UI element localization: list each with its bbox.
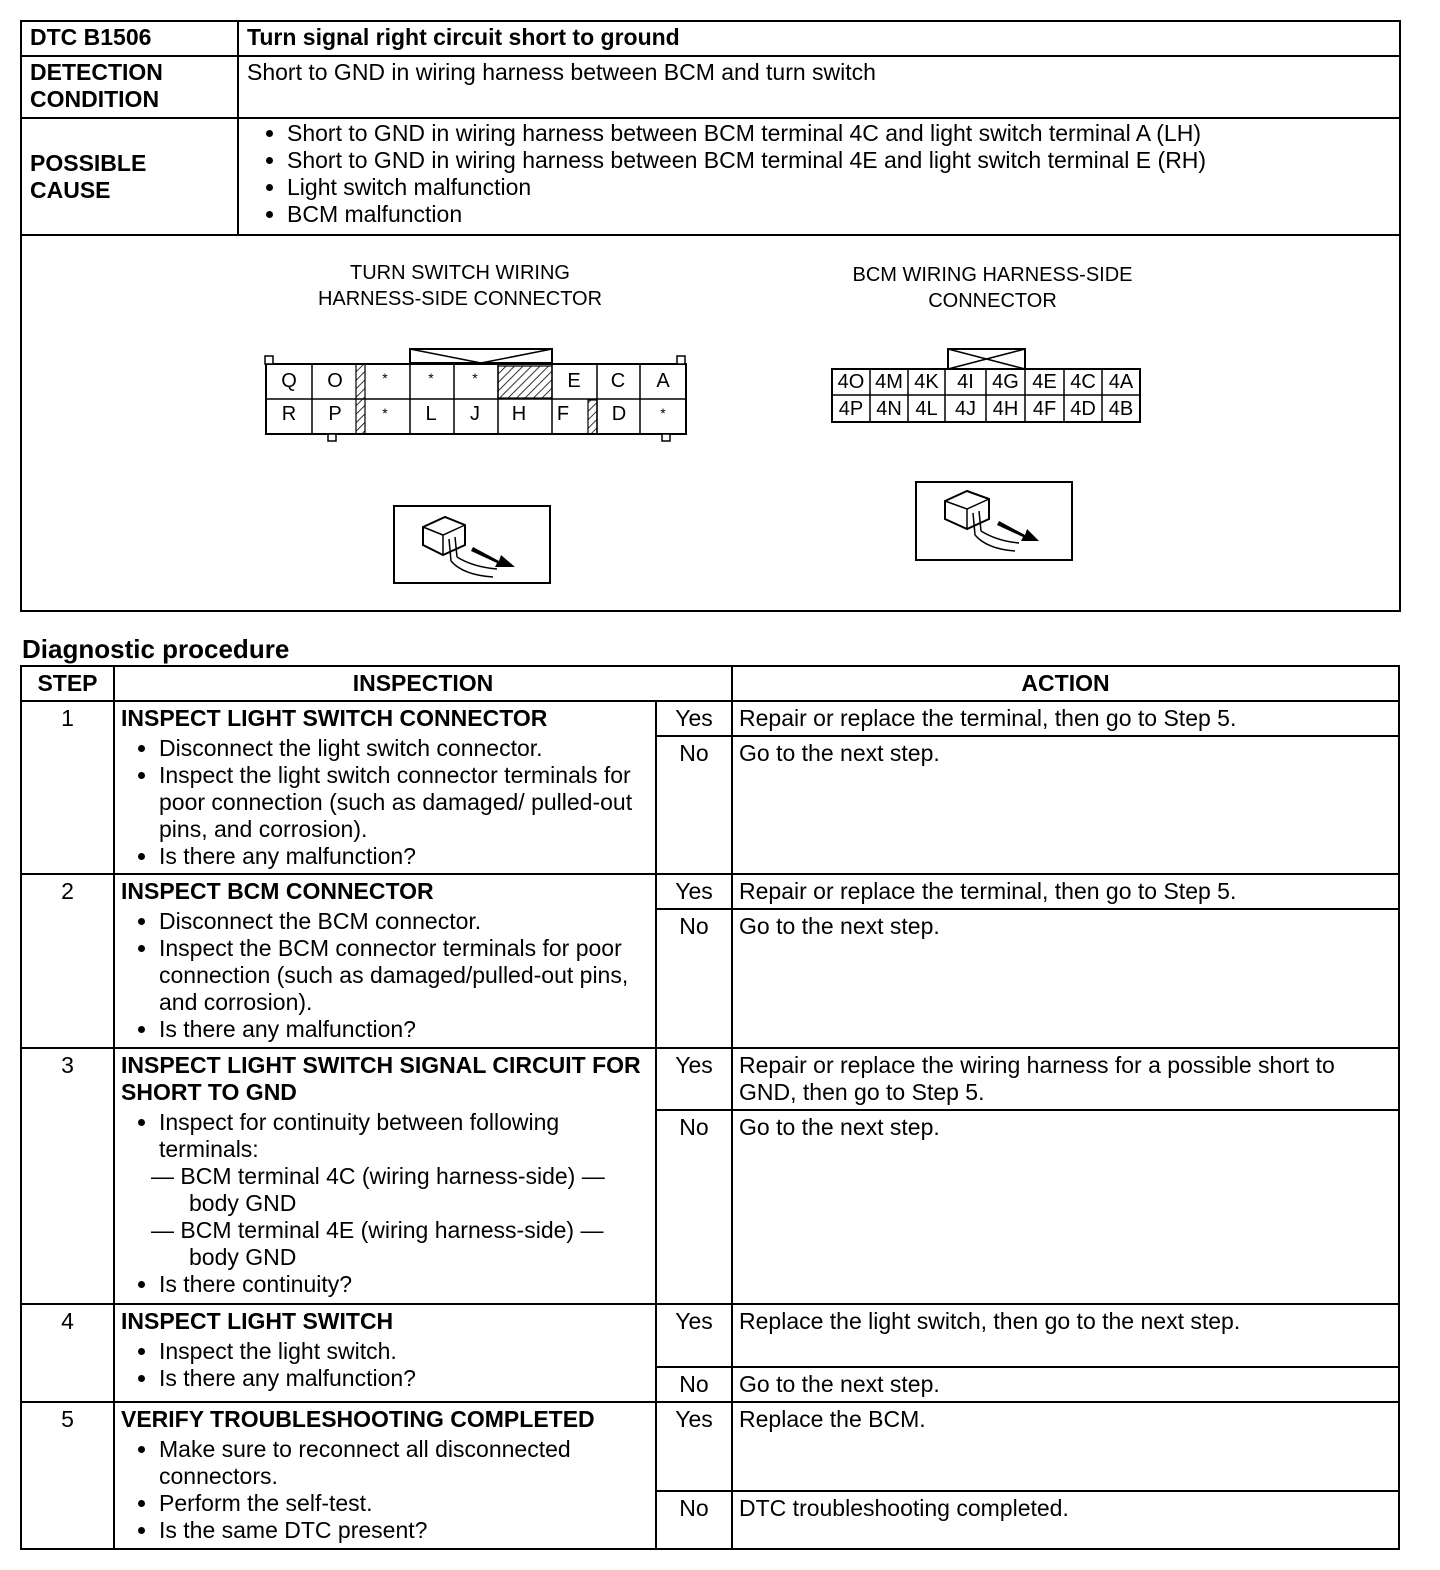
step-number: 3: [21, 1048, 114, 1304]
pin-label: H: [511, 403, 527, 425]
possible-cause-label: POSSIBLE CAUSE: [21, 118, 238, 235]
step-inspection: [114, 1048, 656, 1304]
pin-label: *: [382, 405, 388, 421]
yes-action: Repair or replace the terminal, then go to Step 5.: [732, 874, 1399, 909]
cause-item: • Short to GND in wiring harness between BCM terminal 4C and light switch terminal A (LH): [287, 120, 1391, 147]
bcm-title-line1: BCM WIRING HARNESS-SIDE: [852, 264, 1133, 286]
turn-switch-connector-title: [290, 260, 630, 312]
inspection-item: • Inspect the light switch connector terminals for poor connection (such as damaged/ pulled-out pins, and corrosion).: [159, 762, 649, 843]
no-label: No: [656, 1110, 732, 1304]
step-row: [21, 1048, 1399, 1110]
pin-label: R: [281, 403, 297, 425]
dtc-info-table: [20, 20, 1401, 612]
step-row: [21, 874, 1399, 909]
dtc-title: Turn signal right circuit short to ground: [238, 21, 1400, 56]
header-action: ACTION: [732, 666, 1399, 701]
pin-label: *: [660, 405, 666, 421]
no-label: No: [656, 909, 732, 1048]
pin-label: 4K: [914, 371, 939, 393]
step-title: VERIFY TROUBLESHOOTING COMPLETED: [121, 1406, 595, 1432]
pin-label: 4I: [957, 371, 974, 393]
pin-label: 4D: [1070, 398, 1096, 420]
pin-label: 4M: [875, 371, 903, 393]
inspection-item: • Inspect the BCM connector terminals for poor connection (such as damaged/pulled-out pins, and corrosion).: [159, 935, 649, 1016]
detection-condition-label: DETECTION CONDITION: [21, 56, 238, 118]
no-action: Go to the next step.: [732, 909, 1399, 1048]
harness-side-probe-icon: [915, 481, 1073, 561]
step-inspection: [114, 1304, 656, 1402]
pin-label: E: [567, 370, 581, 392]
step-title: INSPECT LIGHT SWITCH: [121, 1308, 394, 1334]
procedure-title: Diagnostic procedure: [22, 634, 290, 664]
cause-item: • Light switch malfunction: [287, 174, 1391, 201]
yes-label: Yes: [656, 1402, 732, 1491]
cause-item: • BCM malfunction: [287, 201, 1391, 228]
yes-action: Replace the BCM.: [732, 1402, 1399, 1491]
yes-label: Yes: [656, 1048, 732, 1110]
diagnostic-procedure-table: [20, 665, 1400, 1550]
pin-label: J: [470, 403, 480, 425]
step-row: [21, 1304, 1399, 1367]
possible-cause-list: [238, 118, 1400, 235]
inspection-item: • Is there any malfunction?: [159, 1016, 649, 1043]
step-row: [21, 1402, 1399, 1491]
pin-label: 4J: [954, 398, 977, 420]
step-title: INSPECT LIGHT SWITCH CONNECTOR: [121, 705, 548, 731]
inspection-item: • Perform the self-test.: [159, 1490, 649, 1517]
pin-label: L: [425, 403, 437, 425]
turn-switch-title-line2: HARNESS-SIDE CONNECTOR: [317, 288, 603, 310]
inspection-item: • Make sure to reconnect all disconnected connectors.: [159, 1436, 649, 1490]
inspection-item: • Is the same DTC present?: [159, 1517, 649, 1544]
pin-label: 4A: [1108, 371, 1134, 393]
pin-label: P: [328, 403, 342, 425]
step-number: 4: [21, 1304, 114, 1402]
inspection-item: • Is there any malfunction?: [159, 1365, 649, 1392]
no-label: No: [656, 736, 732, 874]
yes-action: Repair or replace the terminal, then go to Step 5.: [732, 701, 1399, 736]
harness-side-probe-icon: [393, 505, 551, 584]
pin-label: 4F: [1032, 398, 1057, 420]
connector-diagram-cell: [21, 235, 1400, 611]
turn-switch-connector: [260, 340, 700, 450]
pin-label: *: [382, 370, 388, 386]
yes-action: Repair or replace the wiring harness for a possible short to GND, then go to Step 5.: [732, 1048, 1399, 1110]
pin-label: 4B: [1108, 398, 1134, 420]
turn-switch-title-line1: TURN SWITCH WIRING: [350, 262, 570, 284]
step-title: INSPECT BCM CONNECTOR: [121, 878, 434, 904]
cause-item: • Short to GND in wiring harness between BCM terminal 4E and light switch terminal E (RH): [287, 147, 1391, 174]
pin-label: 4G: [992, 371, 1019, 393]
step-inspection: [114, 874, 656, 1048]
no-action: DTC troubleshooting completed.: [732, 1491, 1399, 1549]
header-step: STEP: [21, 666, 114, 701]
yes-label: Yes: [656, 1304, 732, 1367]
connector-lock-tab: [410, 349, 552, 363]
no-label: No: [656, 1367, 732, 1402]
inspection-item: • Inspect the light switch.: [159, 1338, 649, 1365]
pin-label: 4O: [837, 371, 865, 393]
header-inspection: INSPECTION: [114, 666, 732, 701]
hatched-cavity: [498, 366, 552, 398]
pin-label: *: [428, 370, 434, 386]
pin-label: F: [556, 403, 570, 425]
pin-label: A: [656, 370, 670, 392]
pin-label: 4L: [915, 398, 938, 420]
inspection-item: • Is there continuity?: [159, 1271, 649, 1298]
pin-label: 4H: [992, 398, 1019, 420]
inspection-item: • Disconnect the BCM connector.: [159, 908, 649, 935]
inspection-item: [151, 1109, 649, 1271]
pin-label: 4E: [1032, 371, 1057, 393]
no-action: Go to the next step.: [732, 736, 1399, 874]
inspection-subitem: — BCM terminal 4E (wiring harness-side) — body GND: [151, 1217, 604, 1270]
no-label: No: [656, 1491, 732, 1549]
yes-label: Yes: [656, 874, 732, 909]
pin-label: Q: [281, 370, 297, 392]
dtc-code: DTC B1506: [21, 21, 238, 56]
inspection-item: • Disconnect the light switch connector.: [159, 735, 649, 762]
pin-label: 4C: [1070, 371, 1096, 393]
pin-label: 4N: [876, 398, 902, 420]
step-title: INSPECT LIGHT SWITCH SIGNAL CIRCUIT FOR SHORT TO GND: [121, 1052, 641, 1105]
detection-condition-text: Short to GND in wiring harness between BCM and turn switch: [238, 56, 1400, 118]
step-inspection: [114, 1402, 656, 1549]
step-row: [21, 701, 1399, 736]
pin-label: O: [327, 370, 343, 392]
no-action: Go to the next step.: [732, 1367, 1399, 1402]
no-action: Go to the next step.: [732, 1110, 1399, 1304]
pin-label: *: [472, 370, 478, 386]
bcm-title-line2: CONNECTOR: [928, 290, 1057, 312]
inspection-item-text: Inspect for continuity between following terminals:: [159, 1109, 560, 1162]
step-number: 5: [21, 1402, 114, 1549]
yes-label: Yes: [656, 701, 732, 736]
step-number: 1: [21, 701, 114, 874]
pin-label: D: [611, 403, 627, 425]
yes-action: Replace the light switch, then go to the next step.: [732, 1304, 1399, 1367]
step-inspection: [114, 701, 656, 874]
inspection-item: • Is there any malfunction?: [159, 843, 649, 870]
inspection-subitem: — BCM terminal 4C (wiring harness-side) — body GND: [151, 1163, 605, 1216]
pin-label: C: [610, 370, 626, 392]
step-number: 2: [21, 874, 114, 1048]
pin-label: 4P: [838, 398, 864, 420]
bcm-connector-title: [820, 262, 1165, 314]
